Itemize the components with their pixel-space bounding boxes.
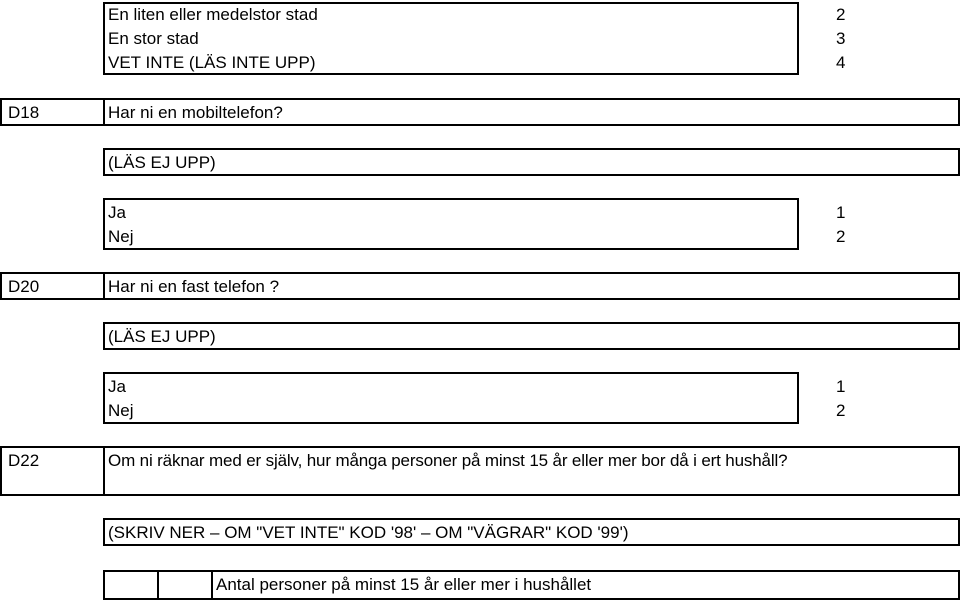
option-code: 2	[836, 401, 846, 420]
question-text: Har ni en mobiltelefon?	[108, 103, 283, 122]
option-label: VET INTE (LÄS INTE UPP)	[108, 53, 316, 72]
instruction-cell	[103, 148, 960, 176]
option-label: Nej	[108, 401, 134, 420]
answer-digit-box-1[interactable]	[103, 570, 159, 600]
instruction-cell	[103, 322, 960, 350]
option-label: En stor stad	[108, 29, 199, 48]
answer-digit-box-2[interactable]	[157, 570, 213, 600]
instruction-text: (LÄS EJ UPP)	[108, 327, 216, 346]
question-text: Om ni räknar med er själv, hur många personer på minst 15 år eller mer bor då i ert hushåll?	[108, 451, 788, 470]
question-text: Har ni en fast telefon ?	[108, 277, 280, 296]
instruction-text: (SKRIV NER – OM "VET INTE" KOD '98' – OM "VÄGRAR" KOD '99')	[108, 523, 629, 542]
option-code: 2	[836, 227, 846, 246]
options-box	[103, 372, 799, 424]
option-code: 2	[836, 5, 846, 24]
answer-label: Antal personer på minst 15 år eller mer i hushållet	[216, 575, 592, 594]
option-label: Ja	[108, 377, 126, 396]
options-box	[103, 198, 799, 250]
option-code: 3	[836, 29, 846, 48]
option-label: En liten eller medelstor stad	[108, 5, 318, 24]
option-label: Ja	[108, 203, 126, 222]
question-id: D22	[8, 451, 40, 470]
option-label: Nej	[108, 227, 134, 246]
option-code: 1	[836, 377, 846, 396]
question-id: D18	[8, 103, 40, 122]
option-code: 1	[836, 203, 846, 222]
question-id: D20	[8, 277, 40, 296]
option-code: 4	[836, 53, 846, 72]
instruction-text: (LÄS EJ UPP)	[108, 153, 216, 172]
